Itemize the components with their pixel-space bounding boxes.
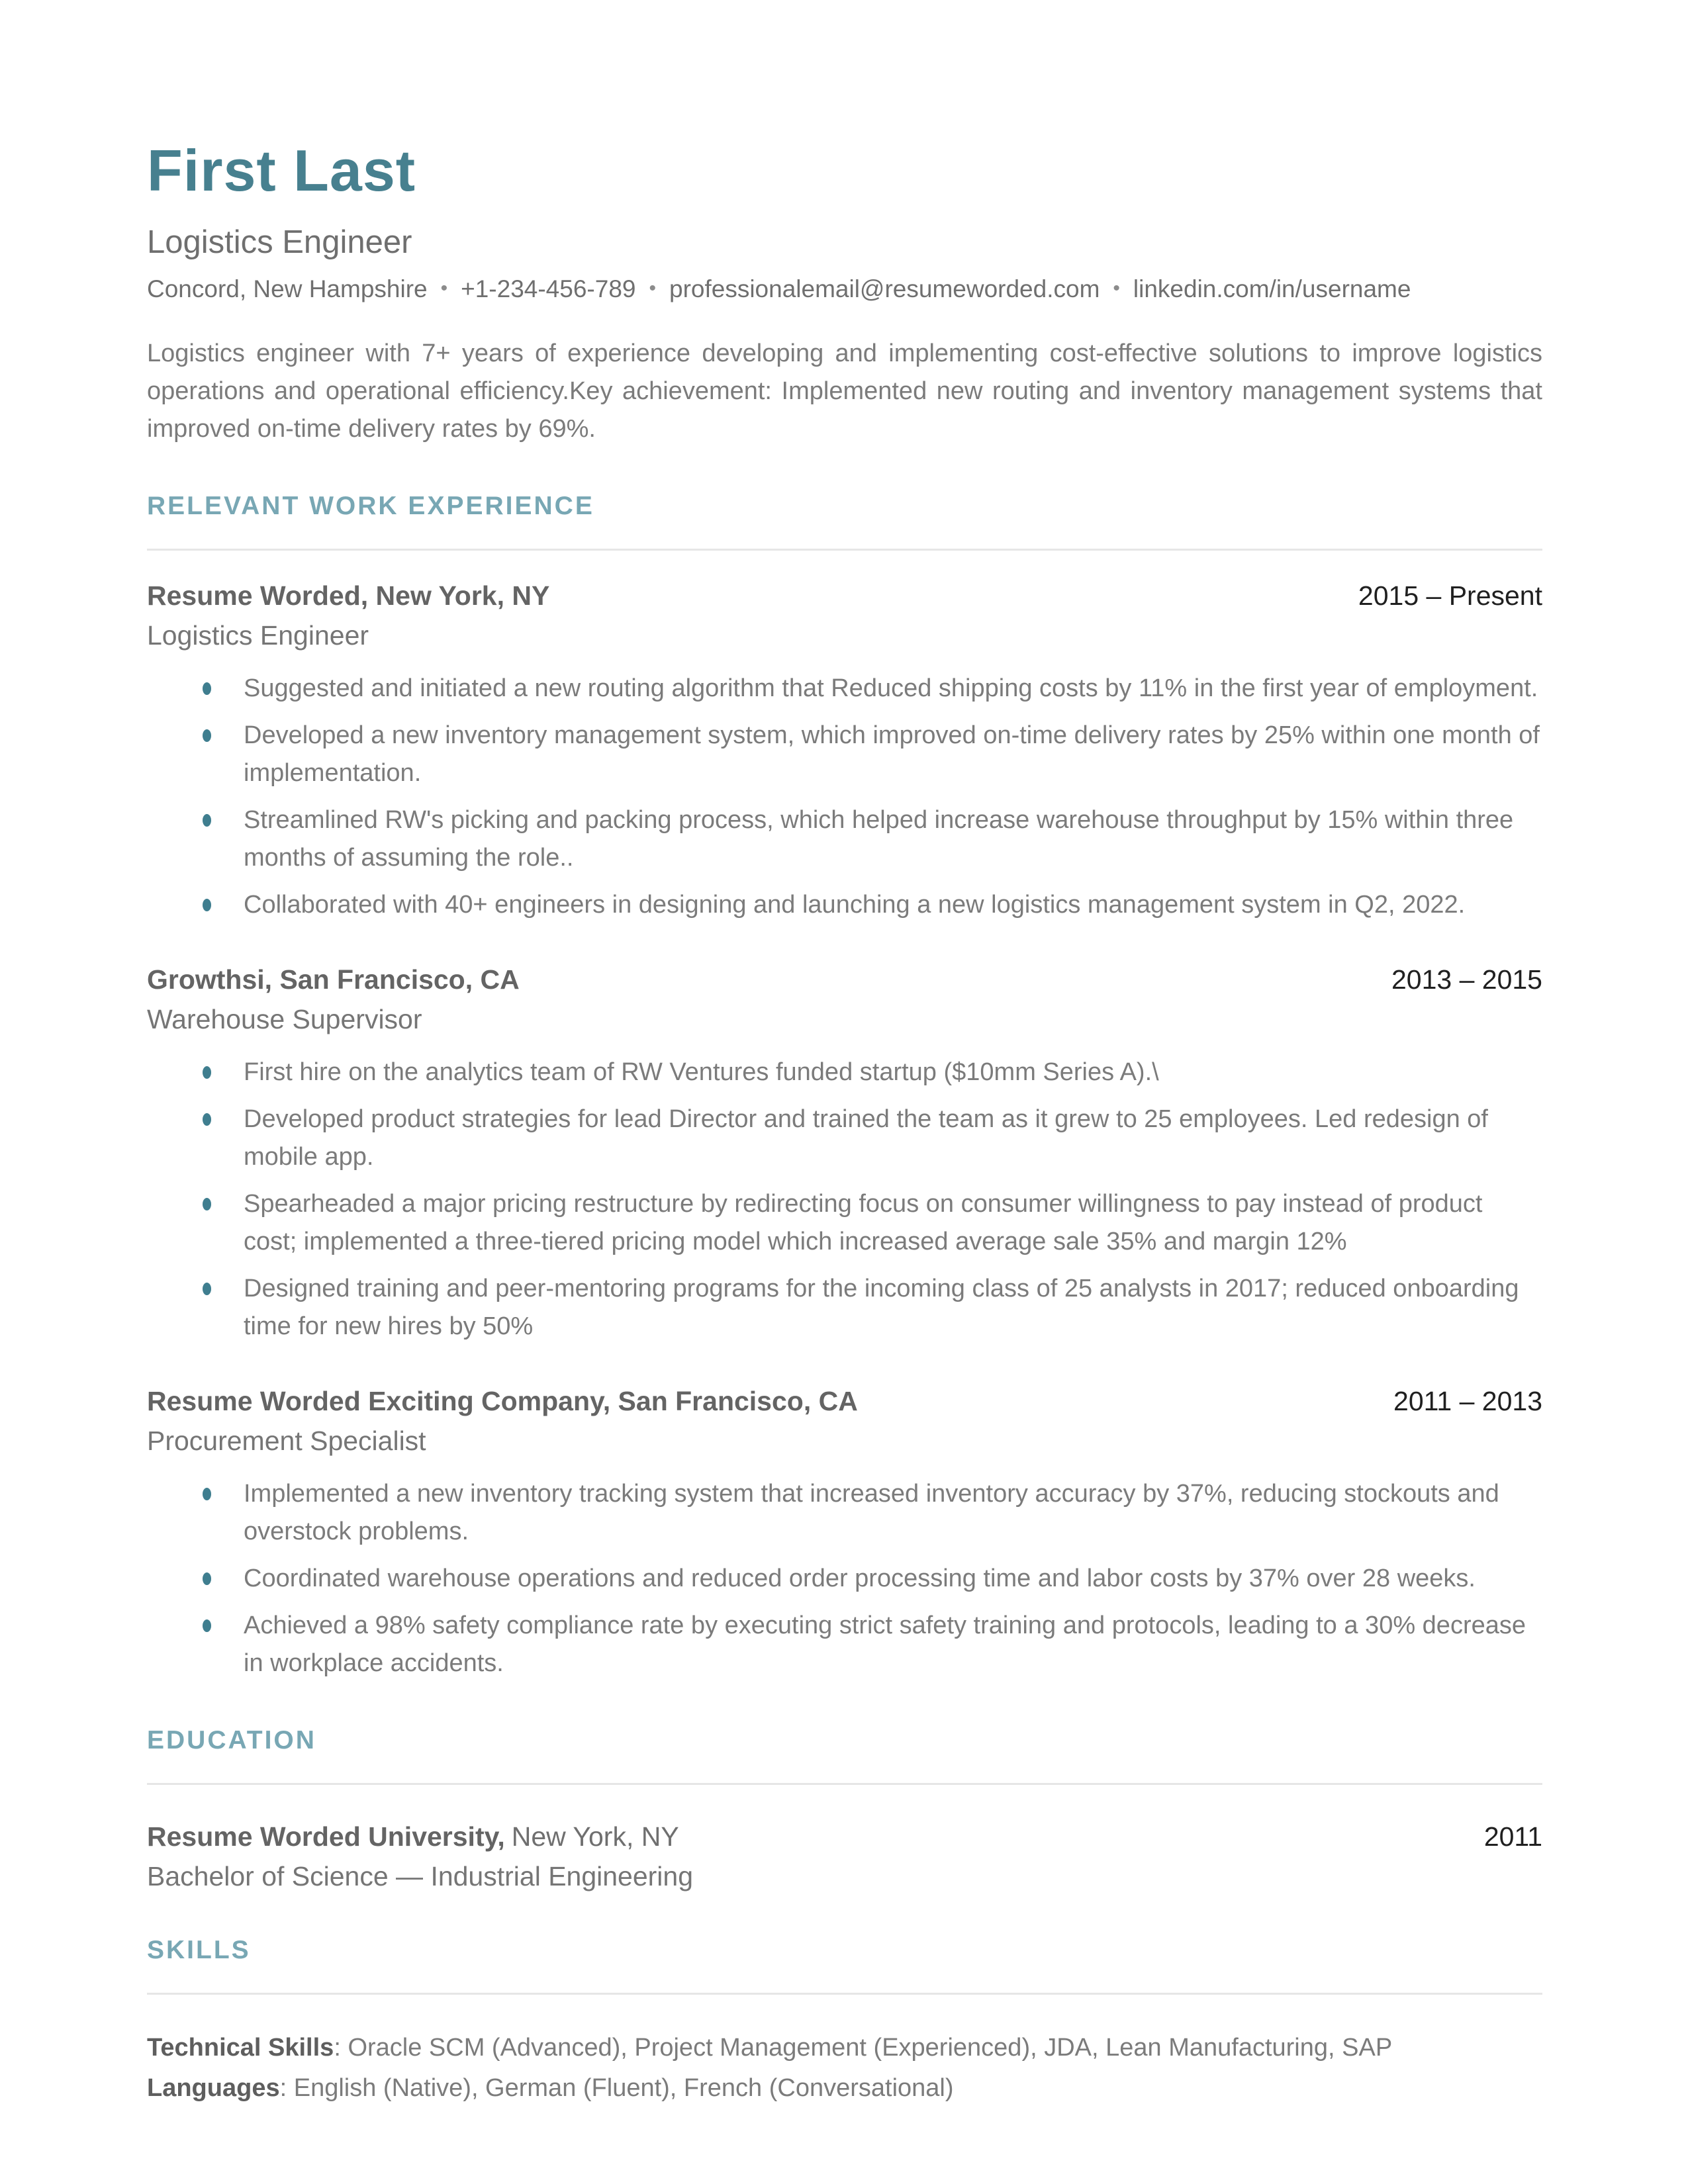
job-bullet: Streamlined RW's picking and packing process, which helped increase warehouse throughput by 15% within three months of assuming the role.. bbox=[244, 801, 1542, 877]
contact-separator-dot: • bbox=[1113, 277, 1120, 299]
section-experience bbox=[147, 492, 1542, 1683]
job-header-row bbox=[147, 964, 1542, 996]
section-divider bbox=[147, 1993, 1542, 1995]
skill-values: English (Native), German (Fluent), French (Conversational) bbox=[293, 2074, 954, 2103]
job-header-row bbox=[147, 1385, 1542, 1418]
contact-line bbox=[147, 275, 1542, 303]
company-name: Resume Worded Exciting Company, San Francisco, CA bbox=[147, 1385, 858, 1416]
skill-category-label: Technical Skills bbox=[147, 2034, 334, 2062]
education-section-heading: EDUCATION bbox=[147, 1726, 316, 1755]
job-bullet-list bbox=[147, 1054, 1542, 1345]
job-dates: 2011 – 2013 bbox=[1393, 1385, 1542, 1416]
school-name bbox=[147, 1821, 679, 1853]
contact-separator-dot: • bbox=[440, 277, 448, 299]
headline-job-title: Logistics Engineer bbox=[147, 224, 412, 260]
job-bullet: First hire on the analytics team of RW Ventures funded startup ($10mm Series A).\ bbox=[244, 1054, 1542, 1091]
job-bullet: Suggested and initiated a new routing algorithm that Reduced shipping costs by 11% in the first year of employment. bbox=[244, 670, 1542, 707]
contact-separator-dot: • bbox=[649, 277, 656, 299]
skill-line bbox=[147, 2068, 1542, 2109]
job-role: Warehouse Supervisor bbox=[147, 1003, 422, 1034]
education-date: 2011 bbox=[1483, 1821, 1542, 1852]
job-header-row bbox=[147, 580, 1542, 612]
colon: : bbox=[279, 2074, 294, 2103]
job-entry bbox=[147, 580, 1542, 924]
skills-section-heading: SKILLS bbox=[147, 1936, 251, 1965]
job-bullet: Spearheaded a major pricing restructure by redirecting focus on consumer willingness to pay instead of product cost; implemented a three-tiered pricing model which increased average sale 35% and margin 12% bbox=[244, 1185, 1542, 1261]
job-bullet: Achieved a 98% safety compliance rate by executing strict safety training and protocols, leading to a 30% decrease in workplace accidents. bbox=[244, 1607, 1542, 1682]
company-name: Resume Worded, New York, NY bbox=[147, 580, 550, 611]
contact-email: professionalemail@resumeworded.com bbox=[669, 275, 1100, 302]
contact-linkedin: linkedin.com/in/username bbox=[1133, 275, 1411, 302]
job-entry bbox=[147, 964, 1542, 1345]
company-name: Growthsi, San Francisco, CA bbox=[147, 964, 520, 995]
section-education bbox=[147, 1726, 1542, 1892]
person-name: First Last bbox=[147, 138, 416, 203]
degree: Bachelor of Science — Industrial Engineering bbox=[147, 1861, 694, 1892]
job-bullet-list bbox=[147, 670, 1542, 924]
colon: : bbox=[334, 2034, 348, 2062]
contact-phone: +1-234-456-789 bbox=[461, 275, 636, 302]
job-dates: 2015 – Present bbox=[1358, 580, 1542, 611]
job-bullet: Developed a new inventory management system, which improved on-time delivery rates by 25% within one month of implementation. bbox=[244, 717, 1542, 792]
job-bullet: Coordinated warehouse operations and reduced order processing time and labor costs by 37% over 28 weeks. bbox=[244, 1560, 1542, 1598]
school-name-bold: Resume Worded University, bbox=[147, 1821, 505, 1852]
job-entry bbox=[147, 1385, 1542, 1682]
job-bullet-list bbox=[147, 1475, 1542, 1682]
section-skills bbox=[147, 1936, 1542, 2109]
skills-block bbox=[147, 2028, 1542, 2109]
skill-values: Oracle SCM (Advanced), Project Management (Experienced), JDA, Lean Manufacturing, SAP bbox=[348, 2034, 1393, 2062]
education-header-row bbox=[147, 1821, 1542, 1853]
job-dates: 2013 – 2015 bbox=[1391, 964, 1542, 995]
school-location: New York, NY bbox=[511, 1821, 679, 1852]
summary-paragraph: Logistics engineer with 7+ years of experience developing and implementing cost-effective solutions to improve logistics operations and operational efficiency.Key achievement: Implemented new routing and inventory management systems that improved on-time delivery rates by 69%. bbox=[147, 339, 1542, 443]
job-bullet: Collaborated with 40+ engineers in designing and launching a new logistics management system in Q2, 2022. bbox=[244, 886, 1542, 924]
job-bullet: Implemented a new inventory tracking system that increased inventory accuracy by 37%, reducing stockouts and overstock problems. bbox=[244, 1475, 1542, 1551]
skill-line bbox=[147, 2028, 1542, 2068]
job-role: Procurement Specialist bbox=[147, 1426, 426, 1457]
job-role: Logistics Engineer bbox=[147, 619, 369, 651]
education-entry bbox=[147, 1821, 1542, 1892]
section-divider bbox=[147, 549, 1542, 551]
section-divider bbox=[147, 1783, 1542, 1785]
experience-section-heading: RELEVANT WORK EXPERIENCE bbox=[147, 491, 594, 520]
skill-category-label: Languages bbox=[147, 2074, 280, 2103]
job-bullet: Developed product strategies for lead Director and trained the team as it grew to 25 employees. Led redesign of mobile app. bbox=[244, 1101, 1542, 1176]
contact-location: Concord, New Hampshire bbox=[147, 275, 428, 302]
job-bullet: Designed training and peer-mentoring programs for the incoming class of 25 analysts in 2017; reduced onboarding time for new hires by 50% bbox=[244, 1270, 1542, 1345]
